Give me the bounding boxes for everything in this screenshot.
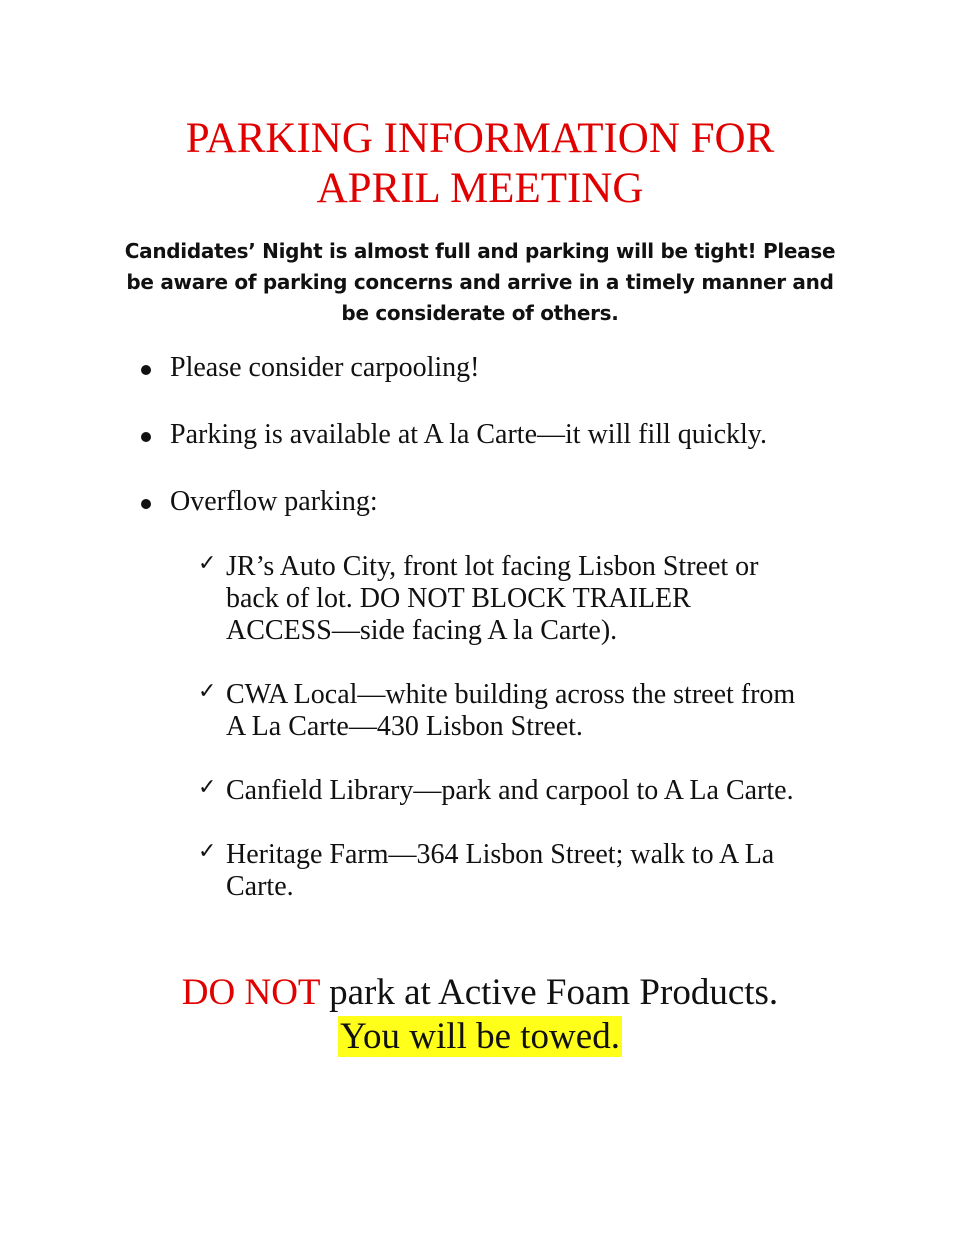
overflow-jrs-line-2: back of lot. DO NOT BLOCK TRAILER (226, 583, 691, 614)
warning-line (0, 971, 960, 1015)
page-title-line-1: PARKING INFORMATION FOR (185, 115, 775, 162)
check-icon: ✓ (198, 551, 217, 576)
warning-text: park at Active Foam Products. (319, 972, 779, 1013)
overflow-jrs-line-3: ACCESS—side facing A la Carte). (226, 615, 618, 646)
page-title-line-2: APRIL MEETING (316, 165, 644, 212)
intro-line-3: be considerate of others. (341, 301, 619, 325)
overflow-cwa-line-2: A La Carte—430 Lisbon Street. (226, 711, 583, 742)
towed-line (0, 1015, 960, 1059)
overflow-canfield: Canfield Library—park and carpool to A La Carte. (226, 775, 794, 806)
overflow-jrs-line-1: JR’s Auto City, front lot facing Lisbon Street or (226, 551, 759, 582)
bullet-icon (141, 365, 151, 375)
bullet-icon (141, 499, 151, 509)
bullet-icon (141, 432, 151, 442)
warning-emphasis: DO NOT (181, 972, 320, 1013)
intro-line-2: be aware of parking concerns and arrive in a timely manner and (126, 270, 834, 294)
overflow-cwa-line-1: CWA Local—white building across the street from (226, 679, 796, 710)
bullet-overflow: Overflow parking: (170, 486, 378, 517)
overflow-heritage-line-1: Heritage Farm—364 Lisbon Street; walk to A La (226, 839, 775, 870)
intro-line-1: Candidates’ Night is almost full and parking will be tight! Please (124, 239, 836, 263)
bullet-a-la-carte: Parking is available at A la Carte—it will fill quickly. (170, 419, 767, 450)
check-icon: ✓ (198, 775, 217, 800)
check-icon: ✓ (198, 839, 217, 864)
towed-highlight: You will be towed. (340, 1016, 620, 1057)
overflow-heritage-line-2: Carte. (226, 871, 294, 902)
bullet-carpool: Please consider carpooling! (170, 352, 480, 383)
check-icon: ✓ (198, 679, 217, 704)
